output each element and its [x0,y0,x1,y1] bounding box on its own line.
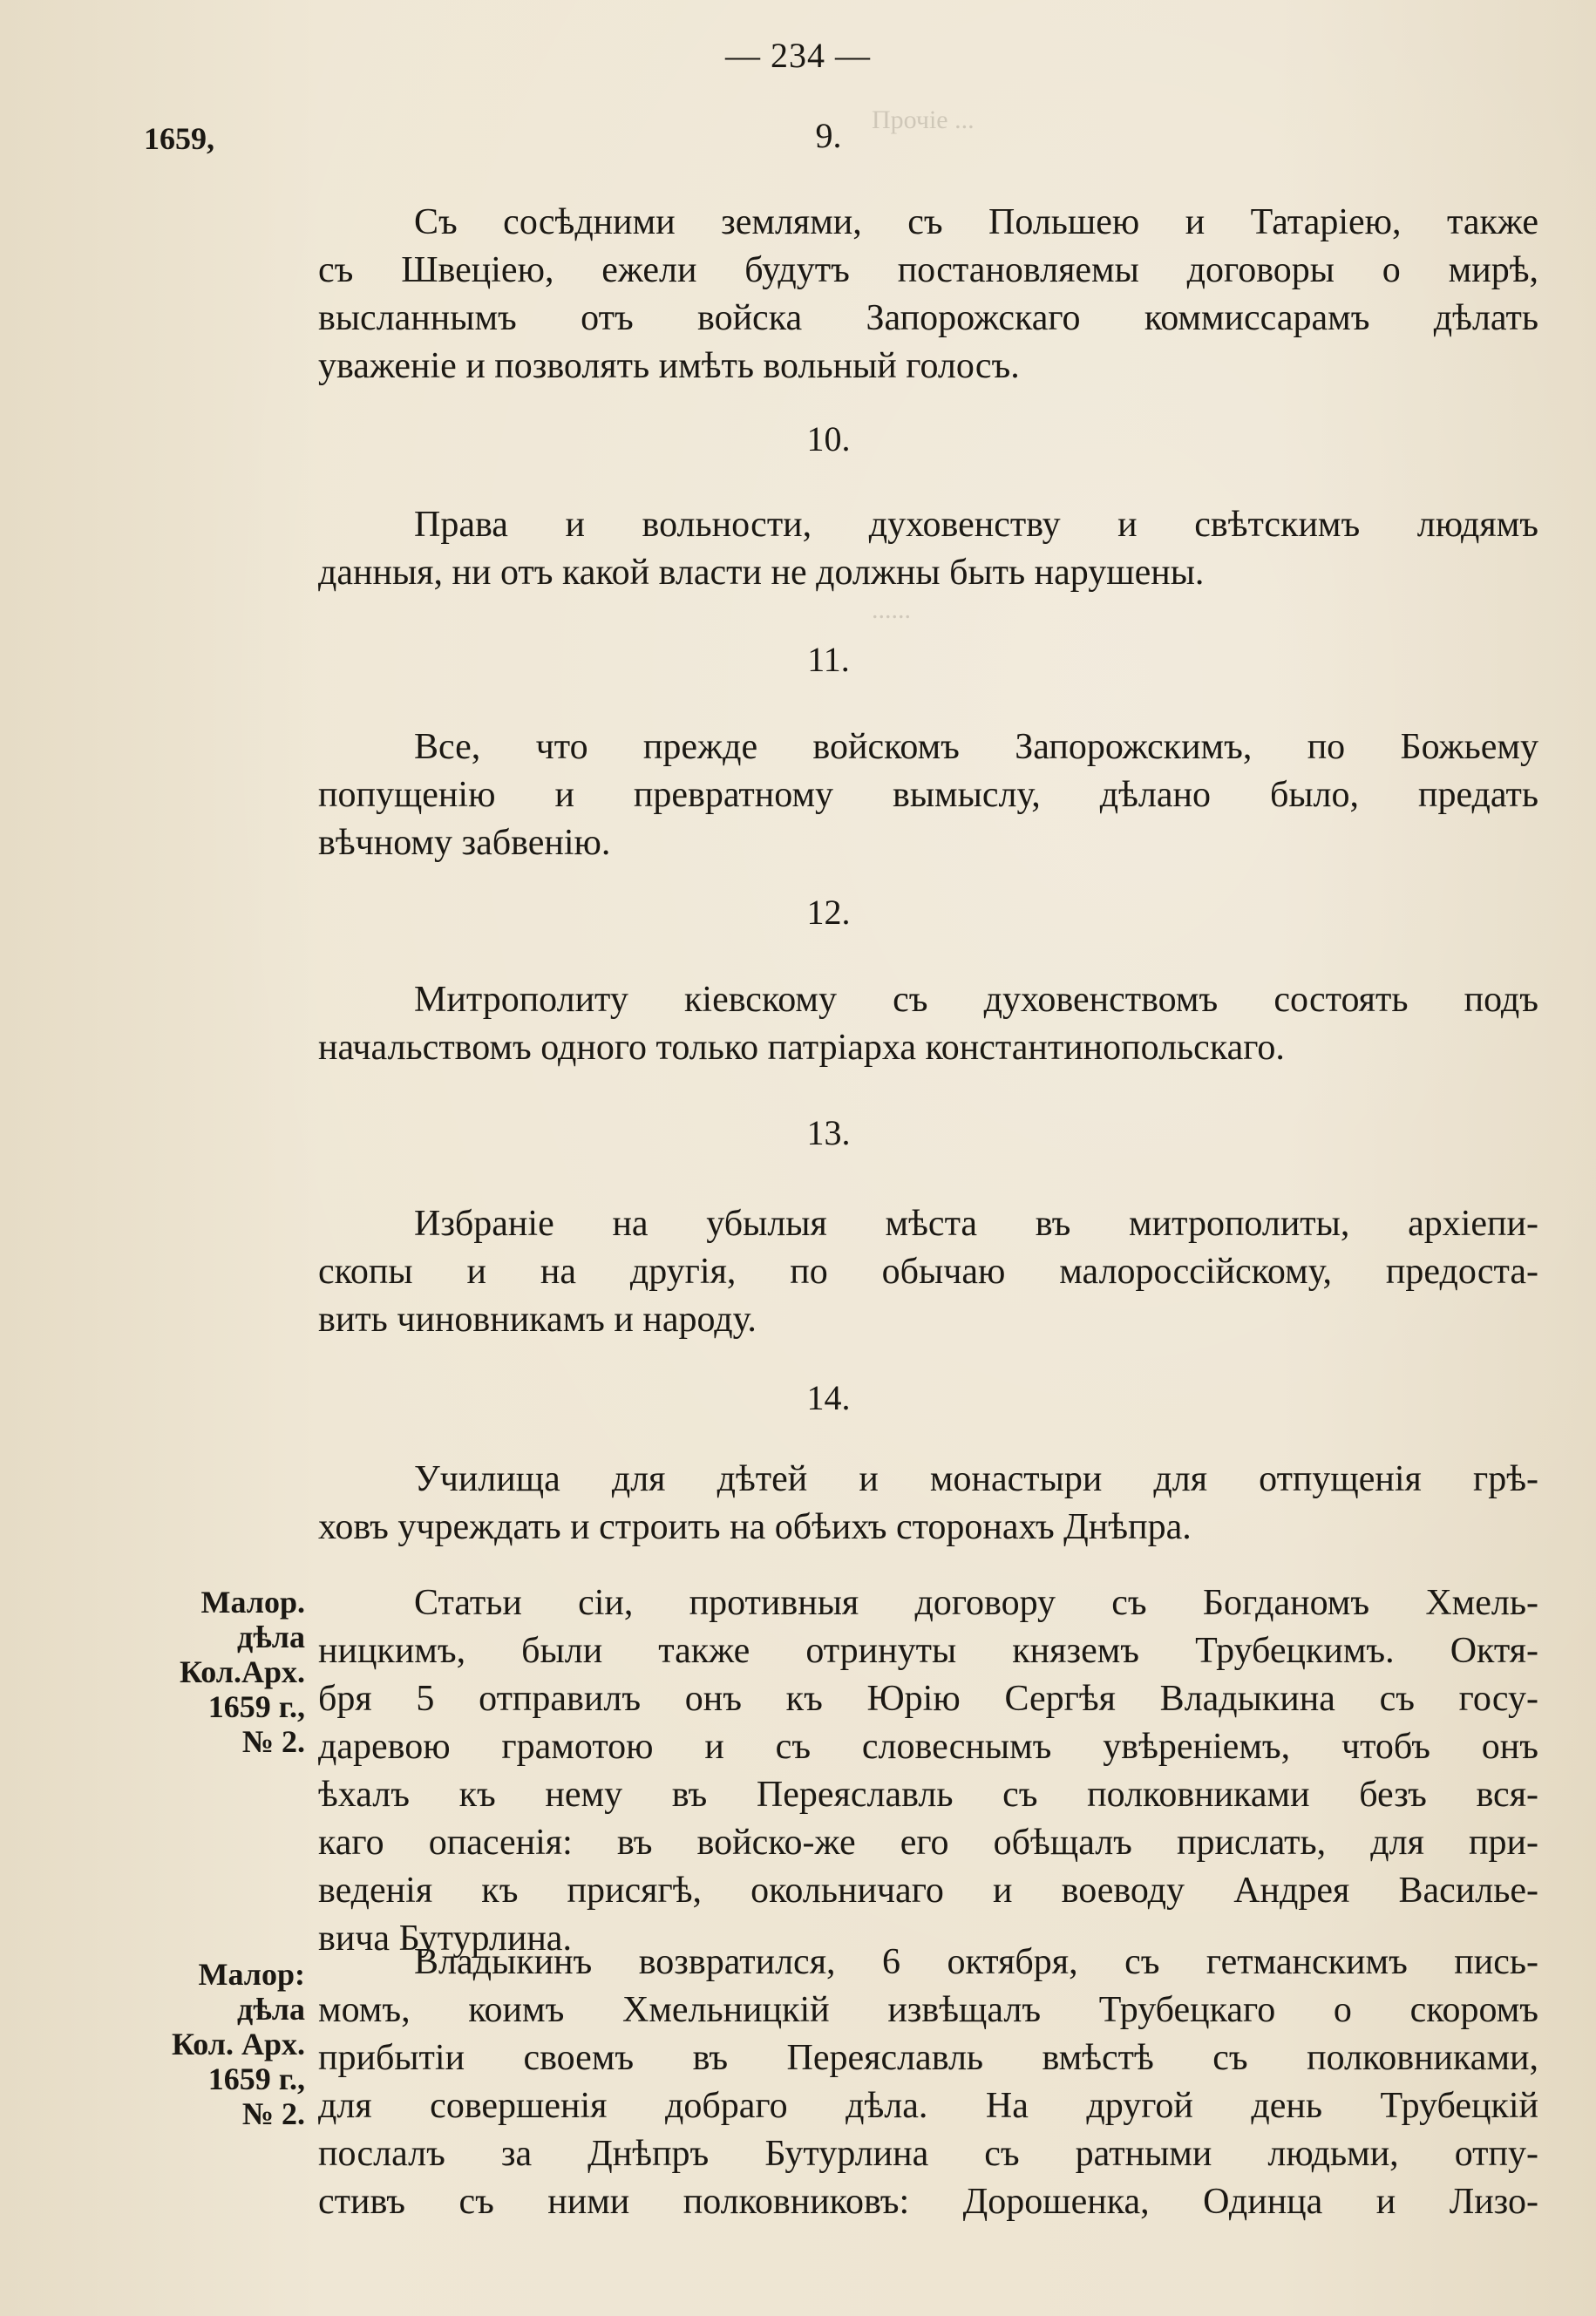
text-line: каго опасенія: въ войско-же его обѣщалъ прислать, для при- [318,1823,1538,1863]
article-text [318,723,1538,867]
margin-reference-line: дѣла [236,1992,305,2027]
narrative-paragraph [318,1579,1538,1963]
article-number: 11. [807,640,850,679]
margin-reference-line: Малор: [198,1957,305,1992]
text-line: даревою грамотою и съ словеснымъ увѣреніемъ, чтобъ онъ [318,1727,1538,1767]
text-line: ховъ учреждать и строить на обѣихъ сторонахъ Днѣпра. [318,1507,1192,1547]
article-number: 12. [806,893,851,932]
article-number: 10. [806,419,851,458]
margin-reference-line: 1659 г., [207,2061,305,2096]
text-line: высланнымъ отъ войска Запорожскаго коммиссарамъ дѣлать [318,298,1538,338]
bleed-through-text: ...... [872,595,911,624]
text-line: Съ сосѣдними землями, съ Польшею и Татаріею, также [414,202,1538,242]
margin-reference-line: Кол.Арх. [179,1654,305,1689]
article-text [318,501,1538,597]
text-line: ницкимъ, были также отринуты княземъ Трубецкимъ. Октя- [318,1631,1538,1671]
text-line: Училища для дѣтей и монастыри для отпущенія грѣ- [414,1459,1538,1499]
narrative-paragraph [318,1939,1538,2226]
text-line: прибытіи своемъ въ Переяславль вмѣстѣ съ полковниками, [318,2038,1538,2078]
article-text [318,199,1538,391]
text-line: начальствомъ одного только патріарха константинопольскаго. [318,1028,1285,1068]
text-line: Права и вольности, духовенству и свѣтскимъ людямъ [414,505,1538,545]
text-line: Владыкинъ возвратился, 6 октября, съ гетманскимъ пись- [414,1942,1538,1982]
text-line: для совершенія добраго дѣла. На другой день Трубецкій [318,2086,1538,2126]
margin-reference [131,1957,305,2131]
text-line: уваженіе и позволять имѣть вольный голосъ. [318,346,1020,386]
text-line: попущенію и превратному вымыслу, дѣлано было, предать [318,775,1538,815]
article-text [318,976,1538,1072]
text-line: послалъ за Днѣпръ Бутурлина съ ратными людьми, отпу- [318,2134,1538,2174]
article-number: 14. [806,1378,851,1417]
margin-reference [131,1585,305,1759]
text-line: вича Бутурлина. [318,1919,572,1959]
page-number: — 234 — [725,36,871,75]
margin-reference-line: 1659 г., [207,1689,305,1724]
text-line: вить чиновникамъ и народу. [318,1300,757,1340]
article-number: 9. [815,116,842,155]
margin-reference-line: № 2. [241,2096,305,2131]
text-line: Избраніе на убылыя мѣста въ митрополиты, архіепи- [414,1204,1538,1244]
text-line: съ Швеціею, ежели будутъ постановляемы договоры о мирѣ, [318,250,1538,290]
text-line: момъ, коимъ Хмельницкій извѣщалъ Трубецкаго о скоромъ [318,1990,1538,2030]
margin-reference-line: № 2. [241,1724,305,1759]
margin-reference-line: Малор. [200,1585,305,1620]
text-line: скопы и на другія, по обычаю малороссійскому, предоста- [318,1252,1538,1292]
article-text [318,1200,1538,1344]
text-line: ѣхалъ къ нему въ Переяславль съ полковниками безъ вся- [318,1775,1538,1815]
margin-reference-line: дѣла [236,1620,305,1654]
margin-reference-line: Кол. Арх. [171,2027,305,2061]
text-line: Все, что прежде войскомъ Запорожскимъ, по Божьему [414,727,1538,767]
text-line: данныя, ни отъ какой власти не должны быть нарушены. [318,553,1205,593]
article-text [318,1456,1538,1552]
margin-year: 1659, [144,121,214,156]
article-number: 13. [806,1113,851,1152]
text-line: Статьи сіи, противныя договору съ Богданомъ Хмель- [414,1583,1538,1623]
text-line: стивъ съ ними полковниковъ: Дорошенка, Одинца и Лизо- [318,2182,1538,2222]
text-line: бря 5 отправилъ онъ къ Юрію Сергѣя Владыкина съ госу- [318,1679,1538,1719]
text-line: Митрополиту кіевскому съ духовенствомъ состоять подъ [414,980,1538,1020]
text-line: вѣчному забвенію. [318,823,611,863]
text-line: веденія къ присягѣ, окольничаго и воеводу Андрея Василье- [318,1871,1538,1911]
bleed-through-text: Прочіе ... [872,105,975,134]
